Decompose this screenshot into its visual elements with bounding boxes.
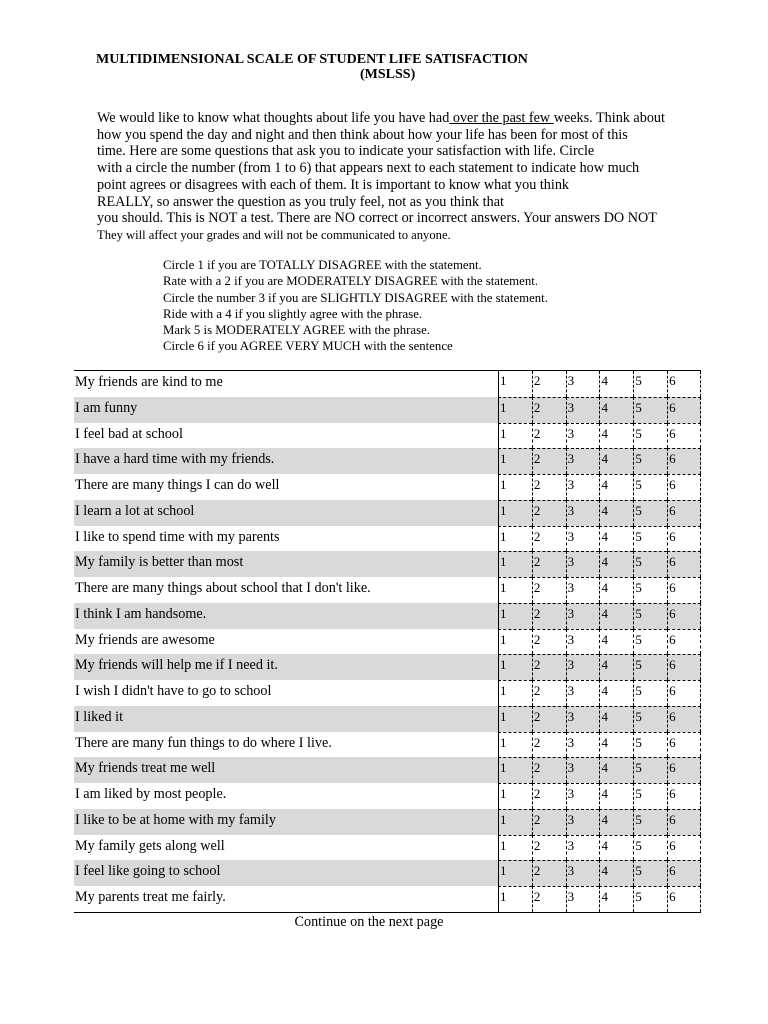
statement-text: I am funny: [75, 399, 138, 416]
instruction-3: Circle the number 3 if you are SLIGHTLY DISAGREE with the statement.: [163, 290, 548, 305]
rating-option[interactable]: 4: [599, 732, 633, 758]
rating-option[interactable]: 6: [667, 526, 701, 552]
rating-options: [498, 371, 701, 397]
rating-option[interactable]: 1: [498, 629, 532, 655]
instruction-1: Circle 1 if you are TOTALLY DISAGREE with the statement.: [163, 258, 482, 272]
table-row: [74, 860, 701, 886]
statement-text: My friends are kind to me: [75, 374, 223, 390]
statement-text: My family gets along well: [75, 837, 225, 854]
statement-text: I have a hard time with my friends.: [75, 451, 275, 468]
rating-option[interactable]: 1: [498, 551, 532, 577]
rating-option[interactable]: 4: [599, 423, 633, 449]
rating-option[interactable]: 1: [498, 783, 532, 809]
statement-text: My friends will help me if I need it.: [75, 657, 278, 674]
rating-option[interactable]: 3: [566, 577, 600, 603]
rating-option[interactable]: 5: [633, 757, 667, 783]
rating-option[interactable]: 1: [498, 886, 532, 912]
rating-option[interactable]: 5: [633, 706, 667, 732]
rating-option[interactable]: 5: [633, 654, 667, 680]
rating-option[interactable]: 6: [667, 397, 701, 423]
rating-options: [498, 757, 701, 783]
rating-option[interactable]: 5: [633, 860, 667, 886]
rating-option[interactable]: 5: [633, 603, 667, 629]
rating-option[interactable]: 3: [566, 474, 600, 500]
rating-option[interactable]: 3: [566, 783, 600, 809]
rating-option[interactable]: 2: [532, 551, 566, 577]
rating-option[interactable]: 5: [633, 886, 667, 912]
rating-option[interactable]: 2: [532, 474, 566, 500]
rating-option[interactable]: 5: [633, 835, 667, 861]
rating-option[interactable]: 5: [633, 732, 667, 758]
statement-text: My friends treat me well: [75, 760, 216, 777]
statement-text: I am liked by most people.: [75, 786, 227, 802]
rating-option[interactable]: 1: [498, 835, 532, 861]
rating-option[interactable]: 5: [633, 577, 667, 603]
intro-line-5: point agrees or disagrees with each of them. It is important to know what you think: [97, 176, 570, 193]
rating-option[interactable]: 5: [633, 783, 667, 809]
rating-option[interactable]: 3: [566, 886, 600, 912]
rating-option[interactable]: 6: [667, 680, 701, 706]
rating-option[interactable]: 3: [566, 860, 600, 886]
table-row: [74, 835, 701, 861]
continue-note: Continue on the next page: [294, 914, 444, 930]
rating-option[interactable]: 2: [532, 577, 566, 603]
rating-option[interactable]: 2: [532, 860, 566, 886]
title-line-2: (MSLSS): [360, 67, 416, 82]
rating-option[interactable]: 5: [633, 500, 667, 526]
rating-option[interactable]: 1: [498, 809, 532, 835]
intro-line-4: with a circle the number (from 1 to 6) that appears next to each statement to indicate how much: [97, 160, 640, 177]
rating-option[interactable]: 4: [599, 835, 633, 861]
rating-option[interactable]: 3: [566, 809, 600, 835]
rating-option[interactable]: 6: [667, 371, 701, 397]
rating-options: [498, 397, 701, 423]
table-row: [74, 629, 701, 655]
rating-option[interactable]: 5: [633, 423, 667, 449]
instruction-2: Rate with a 2 if you are MODERATELY DISAGREE with the statement.: [163, 274, 538, 289]
statement-text: I feel like going to school: [75, 863, 221, 880]
rating-option[interactable]: 2: [532, 732, 566, 758]
table-row: [74, 603, 701, 629]
questionnaire-table: [74, 370, 701, 913]
rating-option[interactable]: 6: [667, 474, 701, 500]
rating-option[interactable]: 2: [532, 397, 566, 423]
rating-option[interactable]: 1: [498, 397, 532, 423]
statement-text: I wish I didn't have to go to school: [75, 683, 272, 699]
rating-option[interactable]: 2: [532, 809, 566, 835]
rating-option[interactable]: 1: [498, 654, 532, 680]
rating-option[interactable]: 5: [633, 629, 667, 655]
intro-line-6: REALLY, so answer the question as you truly feel, not as you think that: [97, 193, 504, 210]
rating-options: [498, 474, 701, 500]
rating-option[interactable]: 6: [667, 732, 701, 758]
rating-option[interactable]: 3: [566, 371, 600, 397]
rating-options: [498, 809, 701, 835]
table-row: [74, 757, 701, 783]
rating-option[interactable]: 5: [633, 680, 667, 706]
rating-option[interactable]: 4: [599, 397, 633, 423]
rating-option[interactable]: 3: [566, 551, 600, 577]
statement-text: There are many things about school that I don't like.: [75, 580, 371, 596]
rating-options: [498, 629, 701, 655]
statement-text: I learn a lot at school: [75, 502, 195, 519]
rating-option[interactable]: 6: [667, 551, 701, 577]
rating-option[interactable]: 1: [498, 448, 532, 474]
rating-option[interactable]: 2: [532, 835, 566, 861]
intro-paragraph: [97, 110, 717, 244]
rating-options: [498, 783, 701, 809]
instruction-6: Circle 6 if you AGREE VERY MUCH with the sentence: [163, 339, 453, 354]
rating-options: [498, 500, 701, 526]
table-row: [74, 448, 701, 474]
rating-options: [498, 654, 701, 680]
rating-option[interactable]: 5: [633, 371, 667, 397]
rating-option[interactable]: 1: [498, 680, 532, 706]
statement-text: I liked it: [75, 708, 124, 725]
rating-instructions: [163, 257, 548, 355]
statement-text: My parents treat me fairly.: [75, 889, 226, 905]
rating-options: [498, 835, 701, 861]
intro-line-1: [97, 110, 717, 127]
rating-option[interactable]: 3: [566, 706, 600, 732]
rating-option[interactable]: 4: [599, 371, 633, 397]
rating-option[interactable]: 6: [667, 835, 701, 861]
rating-option[interactable]: 1: [498, 860, 532, 886]
rating-option[interactable]: 4: [599, 757, 633, 783]
table-row: [74, 526, 701, 552]
rating-option[interactable]: 3: [566, 654, 600, 680]
rating-option[interactable]: 2: [532, 783, 566, 809]
rating-option[interactable]: 2: [532, 500, 566, 526]
intro-line-3: time. Here are some questions that ask you to indicate your satisfaction with life. Circle: [97, 143, 595, 160]
statement-text: There are many fun things to do where I live.: [75, 734, 332, 751]
table-row: [74, 577, 701, 603]
rating-option[interactable]: 6: [667, 783, 701, 809]
rating-option[interactable]: 2: [532, 448, 566, 474]
rating-option[interactable]: 4: [599, 551, 633, 577]
rating-options: [498, 706, 701, 732]
table-row: [74, 397, 701, 423]
rating-option[interactable]: 3: [566, 680, 600, 706]
rating-option[interactable]: 1: [498, 577, 532, 603]
rating-options: [498, 886, 701, 912]
rating-option[interactable]: 1: [498, 500, 532, 526]
rating-option[interactable]: 6: [667, 886, 701, 912]
rating-option[interactable]: 1: [498, 732, 532, 758]
rating-option[interactable]: 4: [599, 706, 633, 732]
table-row: [74, 551, 701, 577]
intro-line-1-start: We would like to know what thoughts about life you have had: [97, 110, 450, 126]
rating-option[interactable]: 5: [633, 474, 667, 500]
rating-option[interactable]: 6: [667, 757, 701, 783]
table-row: [74, 654, 701, 680]
rating-option[interactable]: 5: [633, 809, 667, 835]
intro-line-1-end: weeks. Think about: [553, 110, 665, 126]
rating-option[interactable]: 6: [667, 603, 701, 629]
rating-option[interactable]: 1: [498, 757, 532, 783]
table-row: [74, 474, 701, 500]
rating-option[interactable]: 3: [566, 603, 600, 629]
title-line-1: MULTIDIMENSIONAL SCALE OF STUDENT LIFE SATISFACTION: [96, 52, 528, 67]
rating-option[interactable]: 4: [599, 474, 633, 500]
rating-option[interactable]: 3: [566, 448, 600, 474]
rating-option[interactable]: 6: [667, 629, 701, 655]
rating-option[interactable]: 6: [667, 423, 701, 449]
rating-option[interactable]: 3: [566, 526, 600, 552]
rating-option[interactable]: 4: [599, 654, 633, 680]
rating-options: [498, 551, 701, 577]
rating-option[interactable]: 2: [532, 423, 566, 449]
table-row: [74, 783, 701, 809]
rating-option[interactable]: 4: [599, 809, 633, 835]
rating-options: [498, 526, 701, 552]
rating-option[interactable]: 2: [532, 680, 566, 706]
rating-option[interactable]: 6: [667, 448, 701, 474]
rating-option[interactable]: 1: [498, 423, 532, 449]
rating-option[interactable]: 2: [532, 603, 566, 629]
rating-option[interactable]: 3: [566, 500, 600, 526]
table-row: [74, 732, 701, 758]
instruction-4: Ride with a 4 if you slightly agree with the phrase.: [163, 306, 423, 321]
rating-option[interactable]: 3: [566, 835, 600, 861]
rating-option[interactable]: 6: [667, 706, 701, 732]
rating-option[interactable]: 2: [532, 654, 566, 680]
rating-option[interactable]: 2: [532, 371, 566, 397]
rating-options: [498, 603, 701, 629]
rating-option[interactable]: 6: [667, 577, 701, 603]
rating-options: [498, 448, 701, 474]
rating-option[interactable]: 4: [599, 603, 633, 629]
rating-option[interactable]: 4: [599, 577, 633, 603]
rating-option[interactable]: 2: [532, 757, 566, 783]
table-row: [74, 809, 701, 835]
intro-line-2: how you spend the day and night and then think about how your life has been for most of this: [97, 126, 628, 143]
instruction-5: Mark 5 is MODERATELY AGREE with the phrase.: [163, 323, 430, 338]
rating-option[interactable]: 3: [566, 757, 600, 783]
rating-options: [498, 860, 701, 886]
table-row: [74, 680, 701, 706]
rating-option[interactable]: 4: [599, 500, 633, 526]
table-row: [74, 423, 701, 449]
rating-options: [498, 577, 701, 603]
rating-option[interactable]: 6: [667, 500, 701, 526]
rating-option[interactable]: 5: [633, 448, 667, 474]
rating-option[interactable]: 4: [599, 448, 633, 474]
rating-option[interactable]: 2: [532, 629, 566, 655]
statement-text: My friends are awesome: [75, 631, 215, 648]
rating-option[interactable]: 3: [566, 397, 600, 423]
intro-line-7: you should. This is NOT a test. There are NO correct or incorrect answers. Your answers DO NOT: [97, 210, 657, 227]
rating-option[interactable]: 1: [498, 706, 532, 732]
statement-text: I like to spend time with my parents: [75, 528, 280, 545]
intro-underlined-phrase: over the past few: [449, 110, 554, 126]
rating-option[interactable]: 6: [667, 809, 701, 835]
rating-option[interactable]: 5: [633, 526, 667, 552]
rating-options: [498, 732, 701, 758]
rating-option[interactable]: 3: [566, 629, 600, 655]
rating-option[interactable]: 5: [633, 551, 667, 577]
table-row: [74, 500, 701, 526]
statement-text: My family is better than most: [75, 554, 244, 571]
table-row: [74, 886, 701, 912]
rating-option[interactable]: 1: [498, 526, 532, 552]
rating-option[interactable]: 4: [599, 526, 633, 552]
rating-option[interactable]: 2: [532, 526, 566, 552]
rating-option[interactable]: 4: [599, 629, 633, 655]
document-title: [96, 52, 676, 82]
rating-option[interactable]: 4: [599, 783, 633, 809]
rating-option[interactable]: 3: [566, 732, 600, 758]
rating-option[interactable]: 5: [633, 397, 667, 423]
rating-option[interactable]: 1: [498, 603, 532, 629]
rating-option[interactable]: 1: [498, 474, 532, 500]
rating-options: [498, 680, 701, 706]
rating-option[interactable]: 6: [667, 860, 701, 886]
rating-option[interactable]: 4: [599, 680, 633, 706]
rating-option[interactable]: 3: [566, 423, 600, 449]
rating-option[interactable]: 4: [599, 860, 633, 886]
rating-option[interactable]: 6: [667, 654, 701, 680]
statement-text: There are many things I can do well: [75, 477, 280, 493]
statement-text: I like to be at home with my family: [75, 811, 276, 828]
statement-text: I think I am handsome.: [75, 605, 207, 622]
rating-option[interactable]: 4: [599, 886, 633, 912]
statement-text: I feel bad at school: [75, 425, 183, 442]
table-row: [74, 371, 701, 397]
rating-options: [498, 423, 701, 449]
rating-option[interactable]: 2: [532, 886, 566, 912]
rating-option[interactable]: 1: [498, 371, 532, 397]
rating-option[interactable]: 2: [532, 706, 566, 732]
table-row: [74, 706, 701, 732]
intro-line-8: They will affect your grades and will not be communicated to anyone.: [97, 227, 451, 242]
